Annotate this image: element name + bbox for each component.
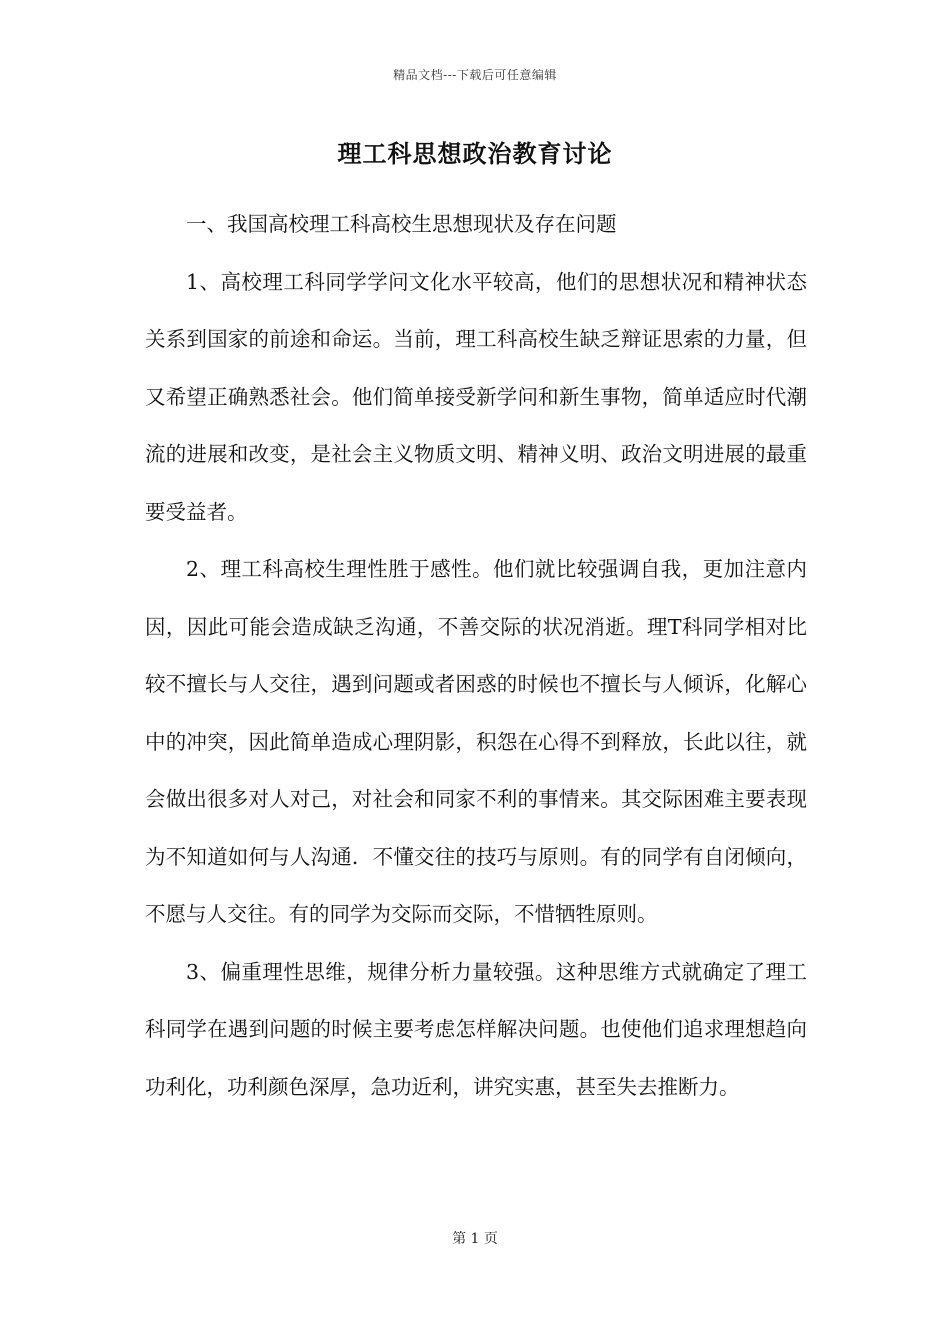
header-note: 精品文档---下载后可任意编辑 xyxy=(393,68,557,82)
section-heading: 一、我国高校理工科高校生思想现状及存在问题 xyxy=(186,212,617,236)
paragraph-3: 3、偏重理性思维，规律分析力量较强。这种思维方式就确定了理工科同学在遇到问题的时候主要考虑怎样解决问题。也使他们追求理想趋向功利化，功利颜色深厚，急功近利，讲究实惠，甚至失去推断力。 xyxy=(145,959,807,1099)
paragraph-1: 1、高校理工科同学学问文化水平较高，他们的思想状况和精神状态关系到国家的前途和命运。当前，理工科高校生缺乏辩证思索的力量，但又希望正确熟悉社会。他们简单接受新学问和新生事物，简单适应时代潮流的进展和改变，是社会主义物质文明、精神义明、政治文明进展的最重要受益者。 xyxy=(145,269,807,524)
document-body xyxy=(145,196,807,1116)
page-number: 第 1 页 xyxy=(452,1231,498,1247)
paragraph-2: 2、理工科高校生理性胜于感性。他们就比较强调自我，更加注意内因，因此可能会造成缺乏沟通，不善交际的状况消逝。理T科同学相对比较不擅长与人交往，遇到问题或者困惑的时候也不擅长与人倾诉，化解心中的冲突，因此简单造成心理阴影，积怨在心得不到释放，长此以往，就会做出很多对人对己，对社会和同家不利的事情来。其交际困难主要表现为不知道如何与人沟通．不懂交往的技巧与原则。有的同学有自闭倾向，不愿与人交往。有的同学为交际而交际，不惜牺牲原则。 xyxy=(145,557,807,926)
document-title: 理工科思想政治教育讨论 xyxy=(337,139,613,168)
